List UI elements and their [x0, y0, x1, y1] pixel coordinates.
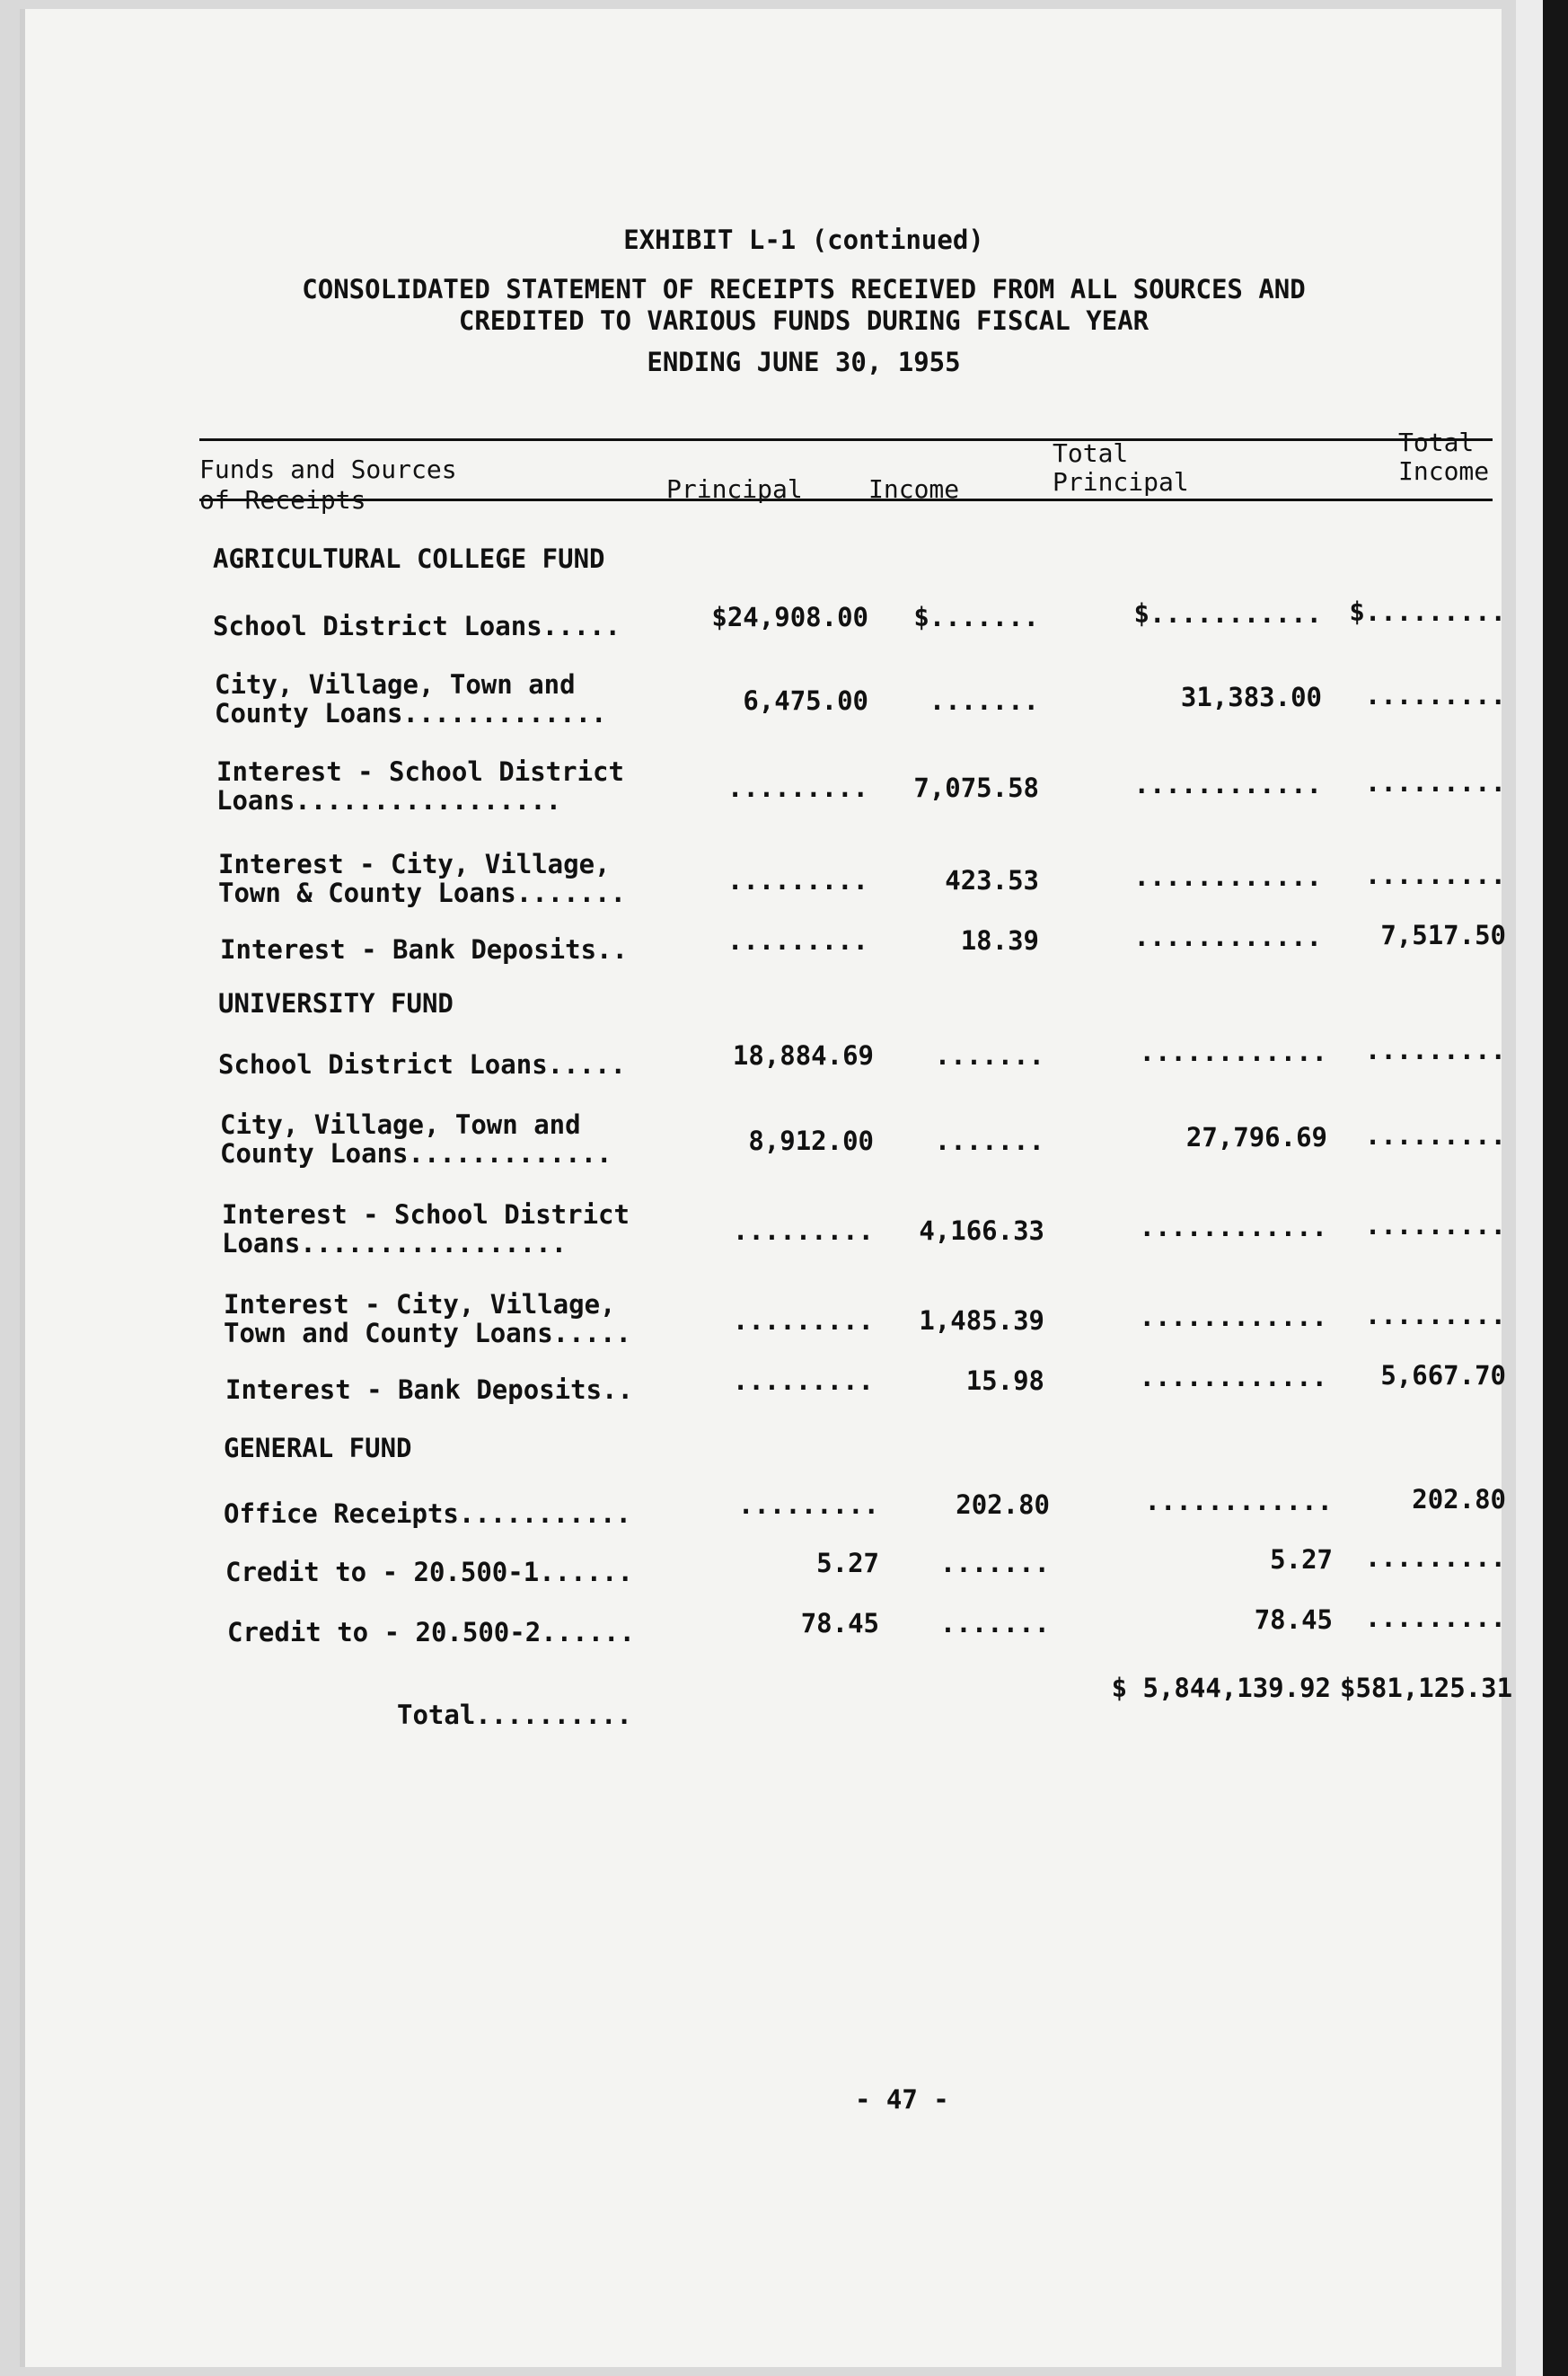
total-income-cell: 202.80	[1412, 1484, 1506, 1515]
grand-total-principal: $ 5,844,139.92	[1111, 1673, 1331, 1703]
row-label-continued: Loans.................	[222, 1228, 568, 1259]
income-cell: 15.98	[965, 1365, 1044, 1396]
col-total-principal-line1: Total	[1053, 438, 1129, 468]
principal-cell: 6,475.00	[743, 685, 868, 716]
total-principal-cell: $...........	[1133, 598, 1322, 629]
row-label: School District Loans.....	[218, 1049, 626, 1080]
income-cell: 4,166.33	[919, 1215, 1044, 1246]
income-cell: .......	[934, 1040, 1044, 1071]
col-income: Income	[868, 474, 960, 504]
principal-cell: 78.45	[800, 1608, 879, 1638]
principal-cell: .........	[727, 925, 868, 956]
income-cell: 18.39	[960, 925, 1039, 956]
total-principal-cell: 5.27	[1270, 1544, 1333, 1575]
row-label-continued: Loans.................	[216, 785, 562, 816]
total-income-cell: .........	[1364, 1300, 1506, 1330]
row-label: City, Village, Town and	[215, 669, 576, 700]
total-principal-cell: ............	[1139, 1362, 1327, 1392]
row-label-continued: Town & County Loans.......	[218, 878, 626, 908]
total-principal-cell: ............	[1133, 922, 1322, 952]
total-income-cell: 5,667.70	[1380, 1360, 1506, 1391]
statement-title-line3: ENDING JUNE 30, 1955	[647, 347, 961, 377]
exhibit-title: EXHIBIT L-1 (continued)	[623, 225, 984, 255]
row-label: Interest - School District	[222, 1199, 630, 1230]
header-top-rule	[199, 438, 1493, 441]
grand-total-income: $581,125.31	[1340, 1673, 1513, 1703]
principal-cell: .........	[727, 865, 868, 896]
total-income-cell: .........	[1364, 1035, 1506, 1065]
income-cell: 423.53	[945, 865, 1039, 896]
fund-heading: GENERAL FUND	[224, 1433, 412, 1463]
total-income-cell: 7,517.50	[1380, 920, 1506, 950]
row-label-continued: County Loans.............	[215, 698, 607, 729]
income-cell: 7,075.58	[913, 773, 1039, 803]
income-cell: $.......	[913, 602, 1039, 632]
total-principal-cell: 27,796.69	[1185, 1122, 1327, 1153]
row-label: Office Receipts...........	[224, 1498, 631, 1529]
income-cell: .......	[929, 685, 1039, 716]
total-income-cell: .........	[1364, 680, 1506, 711]
header-bottom-rule	[199, 499, 1493, 501]
total-income-cell: .........	[1364, 1210, 1506, 1241]
row-label: Credit to - 20.500-1......	[225, 1557, 633, 1587]
row-label: School District Loans.....	[213, 611, 621, 641]
total-principal-cell: ............	[1144, 1486, 1333, 1516]
row-label: Interest - School District	[216, 756, 624, 787]
principal-cell: 8,912.00	[748, 1126, 874, 1156]
income-cell: .......	[939, 1608, 1050, 1638]
row-label: Interest - City, Village,	[224, 1289, 616, 1320]
page-number: - 47 -	[855, 2084, 949, 2115]
principal-cell: .........	[732, 1215, 874, 1246]
principal-cell: .........	[737, 1489, 879, 1520]
total-income-cell: .........	[1364, 860, 1506, 890]
col-total-principal-line2: Principal	[1053, 467, 1189, 497]
col-total-income-line1: Total	[1398, 428, 1475, 457]
row-label-continued: Town and County Loans.....	[224, 1318, 631, 1348]
total-income-cell: .........	[1364, 1542, 1506, 1573]
document-page	[20, 9, 1513, 2367]
row-label: Interest - Bank Deposits..	[225, 1374, 633, 1405]
fund-heading: UNIVERSITY FUND	[218, 988, 454, 1019]
income-cell: .......	[934, 1126, 1044, 1156]
total-principal-cell: ............	[1133, 861, 1322, 892]
total-income-cell: .........	[1364, 1120, 1506, 1151]
principal-cell: .........	[727, 773, 868, 803]
income-cell: 202.80	[956, 1489, 1050, 1520]
total-income-cell: .........	[1364, 1603, 1506, 1633]
col-total-income-line2: Income	[1398, 456, 1490, 486]
total-principal-cell: ............	[1139, 1037, 1327, 1067]
principal-cell: .........	[732, 1365, 874, 1396]
col-source-line2: of Receipts	[199, 485, 366, 515]
col-source-line1: Funds and Sources	[199, 455, 457, 484]
col-principal: Principal	[666, 474, 803, 504]
income-cell: 1,485.39	[919, 1305, 1044, 1336]
principal-cell: .........	[732, 1305, 874, 1336]
total-principal-cell: ............	[1133, 769, 1322, 799]
total-principal-cell: ............	[1139, 1302, 1327, 1332]
principal-cell: 5.27	[816, 1548, 879, 1578]
statement-title-line2: CREDITED TO VARIOUS FUNDS DURING FISCAL YEAR	[458, 305, 1150, 336]
total-label: Total..........	[397, 1700, 632, 1730]
fund-heading: AGRICULTURAL COLLEGE FUND	[213, 543, 605, 574]
total-principal-cell: 31,383.00	[1180, 682, 1322, 712]
row-label: Interest - City, Village,	[218, 849, 611, 879]
principal-cell: 18,884.69	[732, 1040, 874, 1071]
income-cell: .......	[939, 1548, 1050, 1578]
row-label: Credit to - 20.500-2......	[227, 1617, 635, 1647]
total-income-cell: $.........	[1349, 596, 1506, 627]
total-principal-cell: ............	[1139, 1212, 1327, 1242]
row-label: Interest - Bank Deposits..	[220, 934, 628, 965]
total-principal-cell: 78.45	[1254, 1604, 1333, 1635]
row-label: City, Village, Town and	[220, 1109, 581, 1140]
principal-cell: $24,908.00	[711, 602, 868, 632]
statement-title-line1: CONSOLIDATED STATEMENT OF RECEIPTS RECEIVED FROM ALL SOURCES AND	[302, 274, 1306, 305]
total-income-cell: .........	[1364, 767, 1506, 798]
row-label-continued: County Loans.............	[220, 1138, 612, 1169]
